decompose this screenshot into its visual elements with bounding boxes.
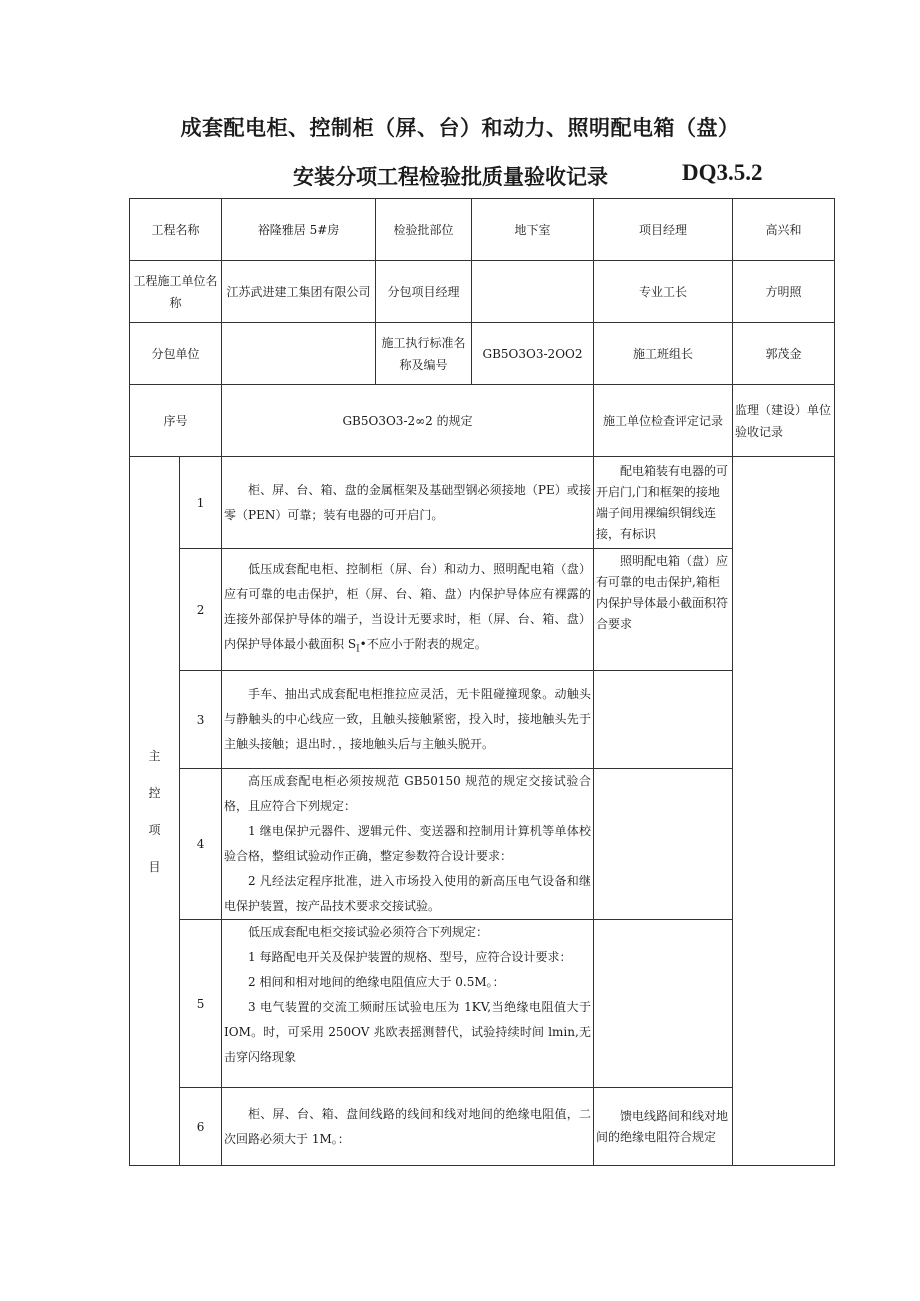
batch-location-label: 检验批部位 xyxy=(376,199,472,261)
main-control-group-label: 主 控 项 目 xyxy=(130,457,180,1166)
item-requirement: 低压成套配电柜交接试验必须符合下列规定： 1 每路配电开关及保护装置的规格、型号，应符合设计要求： 2 相间和相对地间的绝缘电阻值应大于 0.5M。： 3 电气装置的交流工频耐压试验电压为 1KV,当绝缘电阻值大于 IOM。时，可采用 250OV 兆欧表摇测替代，试验持续时间 lmin,无击穿闪络现象 xyxy=(222,920,594,1088)
item-requirement: 低压成套配电柜、控制柜（屏、台）和动力、照明配电箱（盘）应有可靠的电击保护，柜（屏、台、箱、盘）内保护导体应有裸露的连接外部保护导体的端子，当设计无要求时，柜（屏、台、箱、盘）内保护导体最小截面积 $S_I•$不应小于附表的规定。 xyxy=(222,549,594,671)
item-contractor-record: 配电箱装有电器的可开启门,门和框架的接地端子间用裸编织铜线连接，有标识 xyxy=(594,457,733,549)
inspection-table xyxy=(129,198,835,1166)
item-number: 3 xyxy=(180,671,222,769)
item-number: 4 xyxy=(180,769,222,920)
contractor-value: 江苏武进建工集团有限公司 xyxy=(222,261,376,323)
column-header-row xyxy=(130,385,835,457)
project-manager-value: 高兴和 xyxy=(733,199,835,261)
project-name-value: 裕隆雅居 5#房 xyxy=(222,199,376,261)
foreman-value: 方明照 xyxy=(733,261,835,323)
item-contractor-record xyxy=(594,769,733,920)
table-row xyxy=(130,920,835,1088)
table-row xyxy=(130,769,835,920)
item-number: 6 xyxy=(180,1088,222,1166)
table-row xyxy=(130,1088,835,1166)
supervisor-record xyxy=(733,457,835,1166)
subcontractor-value xyxy=(222,323,376,385)
table-row xyxy=(130,671,835,769)
header-row-2 xyxy=(130,261,835,323)
team-leader-value: 郭茂金 xyxy=(733,323,835,385)
item-number: 2 xyxy=(180,549,222,671)
spec-header: GB5O3O3-2∞2 的规定 xyxy=(222,385,594,457)
item-requirement: 柜、屏、台、箱、盘间线路的线间和线对地间的绝缘电阻值，二次回路必须大于 1M。： xyxy=(222,1088,594,1166)
subcontractor-label: 分包单位 xyxy=(130,323,222,385)
project-manager-label: 项目经理 xyxy=(594,199,733,261)
foreman-label: 专业工长 xyxy=(594,261,733,323)
item-contractor-record xyxy=(594,920,733,1088)
team-leader-label: 施工班组长 xyxy=(594,323,733,385)
item-requirement: 手车、抽出式成套配电柜推拉应灵活，无卡阻碰撞现象。动触头与静触头的中心线应一致，且触头接触紧密，投入时，接地触头先于主触头接触；退出时．，接地触头后与主触头脱开。 xyxy=(222,671,594,769)
item-requirement: 高压成套配电柜必须按规范 GB50150 规范的规定交接试验合格，且应符合下列规定： 1 继电保护元器件、逻辑元件、变送器和控制用计算机等单体校验合格，整组试验动作正确，整定参数符合设计要求： 2 凡经法定程序批准，进入市场投入使用的新高压电气设备和继电保护装置，按产品技术要求交接试验。 xyxy=(222,769,594,920)
table-row xyxy=(130,549,835,671)
header-row-1 xyxy=(130,199,835,261)
seq-header: 序号 xyxy=(130,385,222,457)
form-title: 成套配电柜、控制柜（屏、台）和动力、照明配电箱（盘） xyxy=(180,116,740,140)
item-contractor-record: 馈电线路间和线对地间的绝缘电阻符合规定 xyxy=(594,1088,733,1166)
standard-label: 施工执行标准名称及编号 xyxy=(376,323,472,385)
contractor-check-header: 施工单位检查评定记录 xyxy=(594,385,733,457)
project-name-label: 工程名称 xyxy=(130,199,222,261)
standard-value: GB5O3O3-2OO2 xyxy=(472,323,594,385)
item-number: 1 xyxy=(180,457,222,549)
supervisor-check-header: 监理（建设）单位验收记录 xyxy=(733,385,835,457)
item-contractor-record xyxy=(594,671,733,769)
header-row-3 xyxy=(130,323,835,385)
form-code: DQ3.5.2 xyxy=(682,160,763,185)
item-contractor-record: 照明配电箱（盘）应有可靠的电击保护,箱柜内保护导体最小截面积符合要求 xyxy=(594,549,733,671)
sub-manager-label: 分包项目经理 xyxy=(376,261,472,323)
item-requirement: 柜、屏、台、箱、盘的金属框架及基础型钢必须接地（PE）或接零（PEN）可靠；装有电器的可开启门。 xyxy=(222,457,594,549)
form-subtitle: 安装分项工程检验批质量验收记录 xyxy=(293,165,608,189)
contractor-label: 工程施工单位名称 xyxy=(130,261,222,323)
table-row xyxy=(130,457,835,549)
item-number: 5 xyxy=(180,920,222,1088)
batch-location-value: 地下室 xyxy=(472,199,594,261)
sub-manager-value xyxy=(472,261,594,323)
